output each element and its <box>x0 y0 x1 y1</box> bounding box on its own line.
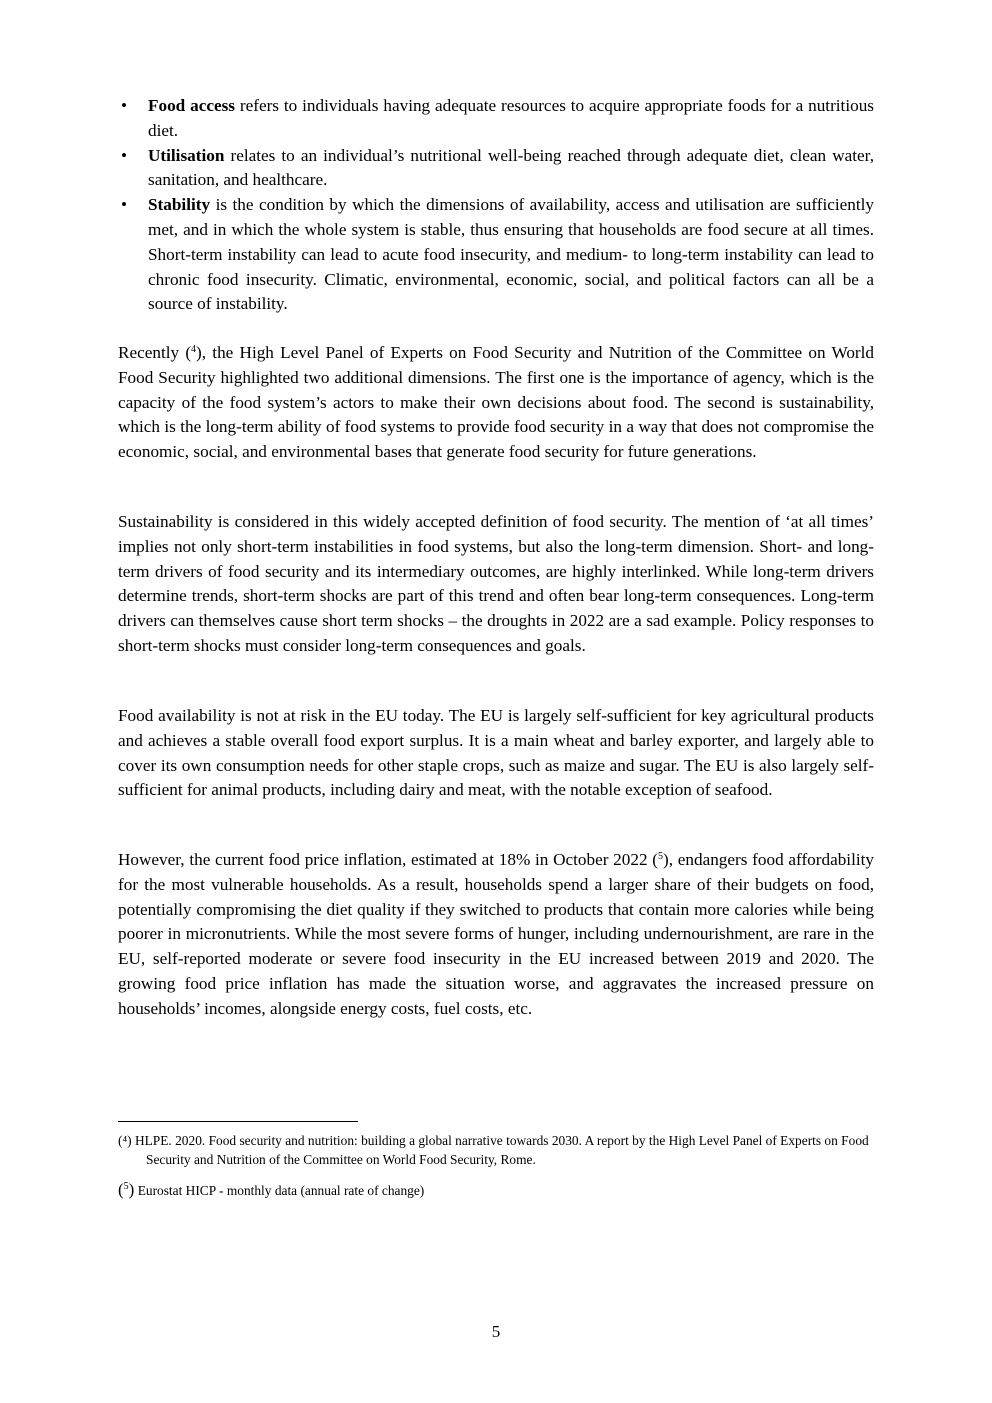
bullet-term: Food access <box>148 96 235 115</box>
footnote-separator <box>118 1121 358 1122</box>
bullet-utilisation <box>118 144 874 194</box>
footnote-4 <box>118 1131 874 1169</box>
footnote-ref-5[interactable]: 5 <box>658 851 664 862</box>
bullet-text: refers to individuals having adequate resources to acquire appropriate foods for a nutritious diet. <box>148 96 874 140</box>
bullet-dot-icon: • <box>120 96 128 115</box>
footnote-text: Eurostat HICP - monthly data (annual rate of change) <box>134 1183 425 1198</box>
paragraph-food-price-inflation <box>118 848 874 1022</box>
dimension-bullet-list <box>118 94 874 317</box>
paragraph-sustainability: Sustainability is considered in this widely accepted definition of food security. The mention of ‘at all times’ implies not only short-term instabilities in food systems, but also the long-term dimension. Short- and long-term drivers of food security and its intermediary outcomes, are highly interlinked. While long-term drivers determine trends, short-term shocks are part of this trend and often bear long-term consequences. Long-term drivers can themselves cause short term shocks – the droughts in 2022 are a sad example. Policy responses to short-term shocks must consider long-term consequences and goals. <box>118 512 874 655</box>
paragraph-text: ), endangers food affordability for the most vulnerable households. As a result, households spend a larger share of their budgets on food, potentially compromising the diet quality if they switched to products that contain more calories while being poorer in micronutrients. While the most severe forms of hunger, including undernourishment, are rare in the EU, self-reported moderate or severe food insecurity in the EU increased between 2019 and 2020. The growing food price inflation has made the situation worse, and aggravates the increased pressure on households’ incomes, alongside energy costs, fuel costs, etc. <box>118 850 874 1018</box>
footnote-5 <box>118 1180 874 1200</box>
bullet-term: Utilisation <box>148 145 225 165</box>
footnote-marker: ($^5$) <box>118 1180 135 1199</box>
paragraph-text: However, the current food price inflation, estimated at 18% in October 2022 ( <box>118 850 659 869</box>
bullet-stability <box>118 193 874 317</box>
bullet-dot-icon: • <box>120 145 128 165</box>
paragraph-recently <box>118 341 874 465</box>
paragraph-text: Recently ( <box>118 343 192 362</box>
bullet-food-access <box>118 94 874 144</box>
bullet-dot-icon: • <box>120 195 128 215</box>
footnote-marker: (⁴) <box>118 1133 132 1148</box>
paragraph-text: ), the High Level Panel of Experts on Food Security and Nutrition of the Committee on World Food Security highlighted two additional dimensions. The first one is the importance of agency, which is the capacity of the food system’s actors to make their own decisions about food. The second is sustainability, which is the long-term ability of food systems to provide food security in a way that does not compromise the economic, social, and environmental bases that generate food security for future generations. <box>118 343 875 462</box>
footnote-text: HLPE. 2020. Food security and nutrition: building a global narrative towards 2030. A report by the High Level Panel of Experts on Food Security and Nutrition of the Committee on World Food Security, Rome. <box>131 1133 869 1167</box>
footnote-ref-4[interactable]: 4 <box>191 344 197 355</box>
page-number: 5 <box>491 1322 501 1341</box>
paragraph-food-availability: Food availability is not at risk in the EU today. The EU is largely self-sufficient for key agricultural products and achieves a stable overall food export surplus. It is a main wheat and barley exporter, and largely able to cover its own consumption needs for other staple crops, such as maize and sugar. The EU is also largely self-sufficient for animal products, including dairy and meat, with the notable exception of seafood. <box>118 706 874 800</box>
bullet-text: relates to an individual’s nutritional well-being reached through adequate diet, clean water, sanitation, and healthcare. <box>148 145 874 190</box>
bullet-text: is the condition by which the dimensions of availability, access and utilisation are sufficiently met, and in which the whole system is stable, thus ensuring that households are food secure at all times. Short-term instability can lead to acute food insecurity, and medium- to long-term instability can lead to chronic food insecurity. Climatic, environmental, economic, social, and political factors can all be a source of instability. <box>148 195 874 314</box>
bullet-term: Stability <box>148 195 211 215</box>
